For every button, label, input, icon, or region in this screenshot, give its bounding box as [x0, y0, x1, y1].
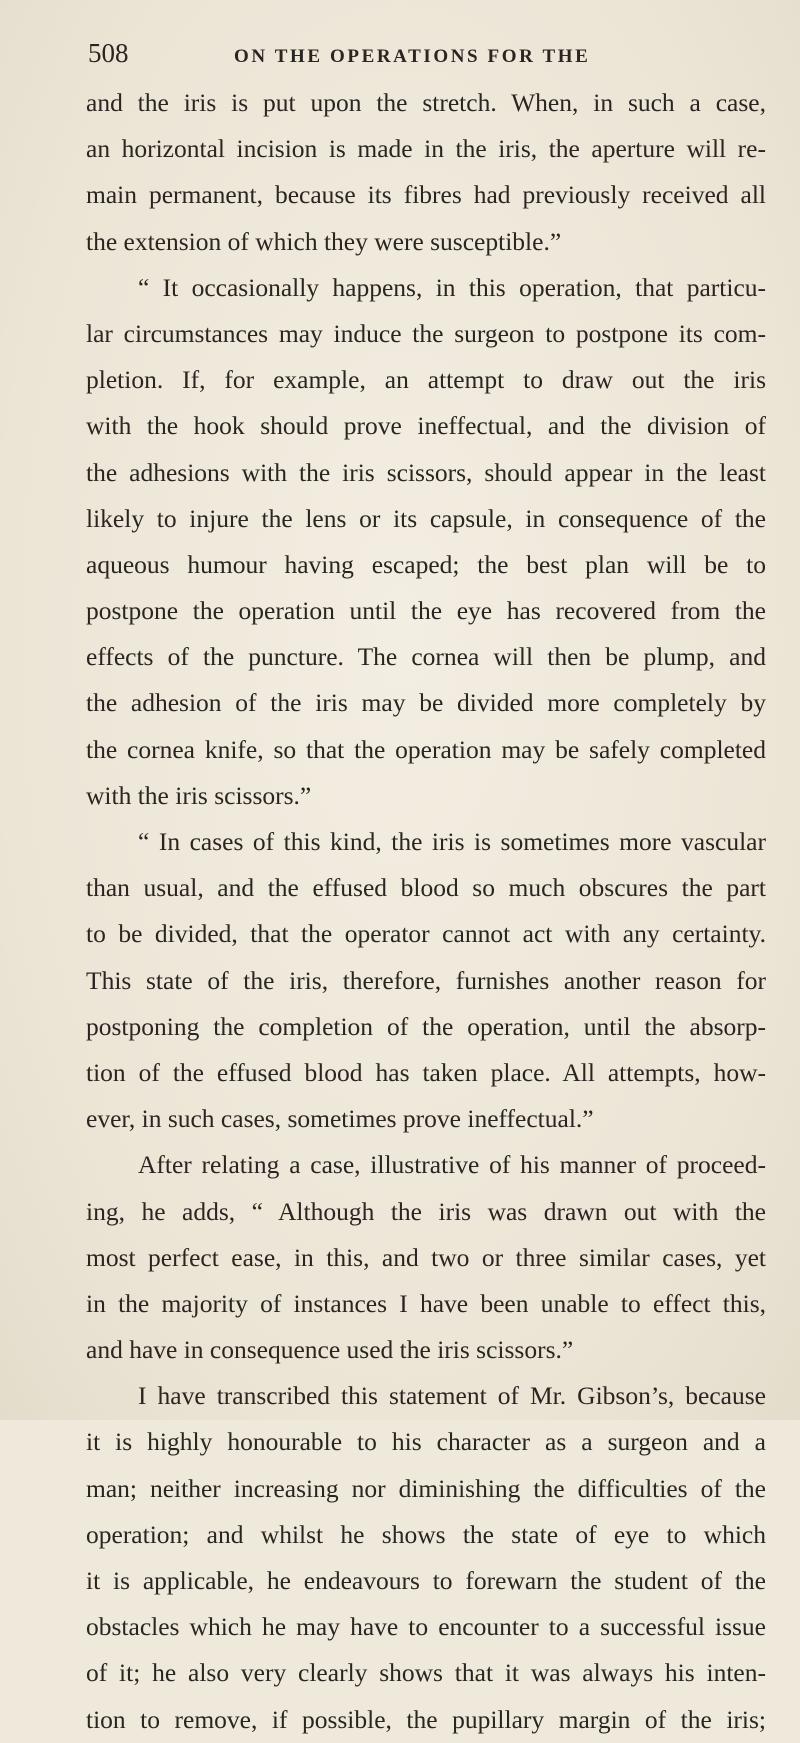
text-line: in the majority of instances I have been unable to effect this,	[86, 1288, 766, 1318]
text-line: obstacles which he may have to encounter to a successful issue	[86, 1612, 766, 1642]
text-line: and the iris is put upon the stretch. When, in such a case,	[86, 88, 766, 117]
text-line: likely to injure the lens or its capsule, in consequence of the	[86, 503, 766, 533]
text-line: and have in consequence used the iris scissors.”	[86, 1335, 574, 1365]
text-line: This state of the iris, therefore, furnishes another reason for	[86, 965, 766, 995]
text-line: man; neither increasing nor diminishing the difficulties of the	[86, 1473, 766, 1503]
text-line: aqueous humour having escaped; the best plan will be to	[86, 549, 766, 579]
text-line: to be divided, that the operator cannot act with any certainty.	[86, 919, 766, 949]
text-line: postponing the completion of the operation, until the absorp-	[86, 1011, 766, 1041]
text-line: most perfect ease, in this, and two or three similar cases, yet	[86, 1242, 766, 1272]
text-line: the extension of which they were susceptible.”	[86, 226, 562, 256]
page-number: 508	[88, 38, 129, 68]
text-line: operation; and whilst he shows the state of eye to which	[86, 1519, 766, 1549]
text-line: lar circumstances may induce the surgeon to postpone its com-	[86, 318, 766, 348]
text-line: of it; he also very clearly shows that it was always his inten-	[86, 1658, 766, 1688]
text-line: tion of the effused blood has taken place. All attempts, how-	[86, 1057, 766, 1087]
text-line: ever, in such cases, sometimes prove ineffectual.”	[86, 1104, 594, 1134]
text-line: it is highly honourable to his character as a surgeon and a	[86, 1427, 766, 1457]
text-line: effects of the puncture. The cornea will then be plump, and	[86, 642, 766, 672]
text-line: it is applicable, he endeavours to forewarn the student of the	[86, 1566, 766, 1595]
text-line: the adhesion of the iris may be divided more completely by	[86, 688, 766, 718]
text-line: “ It occasionally happens, in this operation, that particu-	[138, 272, 766, 302]
text-line: postpone the operation until the eye has recovered from the	[86, 596, 766, 626]
text-line: pletion. If, for example, an attempt to draw out the iris	[86, 365, 766, 395]
text-line: I have transcribed this statement of Mr. Gibson’s, because	[138, 1381, 766, 1411]
running-title: ON THE OPERATIONS FOR THE	[234, 46, 591, 67]
text-line: “ In cases of this kind, the iris is sometimes more vascular	[138, 827, 766, 856]
text-line: ing, he adds, “ Although the iris was drawn out with the	[86, 1196, 766, 1226]
body-text	[86, 80, 766, 1743]
text-line: main permanent, because its fibres had previously received all	[86, 180, 766, 210]
text-line: with the hook should prove ineffectual, and the division of	[86, 411, 766, 441]
text-line: the cornea knife, so that the operation may be safely completed	[86, 734, 766, 764]
text-line: tion to remove, if possible, the pupillary margin of the iris;	[86, 1704, 766, 1734]
text-line: an horizontal incision is made in the iris, the aperture will re-	[86, 134, 766, 164]
text-line: than usual, and the effused blood so much obscures the part	[86, 873, 766, 903]
text-line: the adhesions with the iris scissors, should appear in the least	[86, 457, 766, 487]
text-line: with the iris scissors.”	[86, 780, 312, 810]
text-line: After relating a case, illustrative of his manner of proceed-	[138, 1150, 766, 1180]
running-head	[88, 38, 768, 78]
